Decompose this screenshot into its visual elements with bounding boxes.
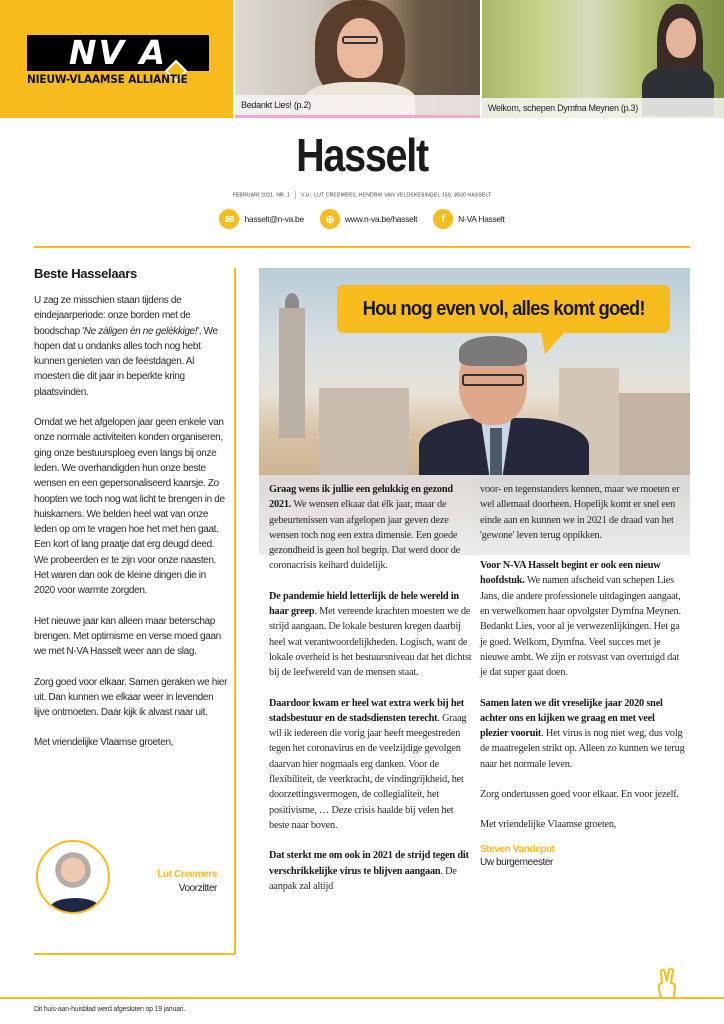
publisher-label: V.U.: LUT CREEMERS, HENDRIK VAN VELDEKESINGEL 150, 3500 HASSELT <box>301 192 492 199</box>
article-paragraph: Zorg ondertussen goed voor elkaar. En voor jezelf. <box>480 789 679 801</box>
signer-name: Lut Creemers <box>157 869 217 880</box>
contact-website-label[interactable]: www.n-va.be/hasselt <box>344 214 418 224</box>
nva-logo <box>27 35 209 71</box>
hero-photo-mayor <box>259 268 690 475</box>
article-paragraph: De pandemie hield letterlijk de hele wereld in haar greep. Met vereende krachten moesten we de strijd aangaan. De lokale besturen kregen daarbij heel wat verantwoordelijkheden. Logisch, want de lokale overheid is het bestuursniveau dat het dichtst bij de leefwereld van de mensen staat. <box>269 590 472 679</box>
mayor-role: Uw burgemeester <box>480 856 553 868</box>
issue-label: FEBRUARI 2021, NR. 1 <box>232 192 290 199</box>
chair-letter <box>34 266 229 766</box>
article-closing: Met vriendelijke Vlaamse groeten, <box>480 819 617 831</box>
victory-hand-icon <box>655 968 681 1000</box>
photo-caption-dymfna: Welkom, schepen Dymfna Meynen (p.3) <box>482 98 724 118</box>
letter-paragraph: U zag ze misschien staan tijdens de eindejaarperiode: onze borden met de boodschap 'Ne zàligen èn ne gelèkkige!'. We hopen dat u ondanks alles toch nog hebt kunnen genieten van de feestdagen. Al moesten die dit jaar in beperkte kring plaatsvinden. <box>34 295 218 398</box>
avatar-lut-creemers <box>36 840 110 914</box>
masthead-meta <box>0 191 724 199</box>
slogan: Ne zàligen èn ne gelèkkige! <box>83 325 198 337</box>
letter-heading: Beste Hasselaars <box>34 266 137 281</box>
quote-bubble-tail <box>541 332 565 354</box>
contact-email[interactable] <box>219 209 303 229</box>
contact-website[interactable] <box>320 209 417 229</box>
column-border-bottom <box>34 953 236 955</box>
footer-note: Dit huis-aan-huisblad werd afgesloten op 19 januari. <box>34 1006 186 1013</box>
photo-lies-jans[interactable] <box>235 0 480 118</box>
quote-bubble <box>337 285 670 333</box>
mail-icon: ✉ <box>219 209 239 229</box>
article-paragraph: Samen laten we dit vreselijke jaar 2020 snel achter ons en kijken we graag en met veel plezier vooruit. Het virus is nog niet weg, dus volg de maatregelen strikt op. Alleen zo kunnen we terug naar het normale leven. <box>480 697 685 770</box>
facebook-icon: f <box>433 209 453 229</box>
letter-paragraph: Zorg goed voor elkaar. Samen geraken we hier uit. Dan kunnen we elkaar weer in levenden lijve ontmoeten. Daar kijk ik alvast naar uit. <box>34 676 228 719</box>
letter-paragraph: Omdat we het afgelopen jaar geen enkele van onze normale activiteiten konden organiseren, ging onze bestuursploeg even langs bij onze leden. We overhandigden hun onze beste wensen en een gepersonaliseerd kaarsje. Zo hoopten we toch nog wat licht te brengen in de huiskamers. We belden heel wat van onze leden op om te vragen hoe het met hen gaat. Een kort of lang praatje dat erg deugd deed. We probeerden er te zijn voor onze naasten. Het waren dan ook de kleine dingen die in 2020 voor warmte zorgden. <box>34 417 225 597</box>
article-paragraph: voor- en tegenstanders kennen, maar we moeten er wel allemaal doorheen. Hopelijk komt er snel een einde aan en kunnen we in 2021 de draad van het 'gewone' leven terug oppikken. <box>480 484 680 541</box>
quote-text: Hou nog even vol, alles komt goed! <box>362 297 645 320</box>
article-column-2 <box>480 482 685 869</box>
letter-paragraph: Het nieuwe jaar kan alleen maar beterschap brengen. Met optimisme en verse moed gaan we met N-VA Hasselt weer aan de slag. <box>34 615 221 658</box>
nva-logo-block <box>0 0 233 118</box>
footer-divider <box>0 997 724 999</box>
page-title: Hasselt <box>296 129 428 181</box>
globe-icon: ⊕ <box>320 209 340 229</box>
article-column-1 <box>269 482 474 909</box>
chair-signature <box>34 840 229 950</box>
article-paragraph: Daardoor kwam er heel wat extra werk bij het stadsbestuur en de stadsdiensten terecht. Graag wil ik iedereen die vorig jaar heeft meegestreden tegen het coronavirus en de veelzijdige gevolgen daarvan hier nogmaals erg danken. Voor de flexibiliteit, de veerkracht, de vindingrijkheid, het doorzettingsvermogen, de collegialiteit, het positivisme, … Deze crisis haalde bij velen het beste naar boven. <box>269 697 467 831</box>
photo-caption-lies: Bedankt Lies! (p.2) <box>235 95 480 115</box>
contact-bar <box>0 209 724 229</box>
logo-wordmark: NV A <box>68 33 168 72</box>
article-paragraph: Voor N-VA Hasselt begint er ook een nieuw hoofdstuk. We namen afscheid van schepen Lies Jans, die andere professionele uitdagingen aangaat, en verwelkomen haar opvolgster Dymfna Meynen. Bedankt Lies, voor al je verwezenlijkingen. Het ga je goed. Welkom, Dymfna. Veel succes met je nieuwe ambt. We zijn er rotsvast van overtuigd dat je dat super gaat doen. <box>480 560 681 679</box>
meta-divider <box>295 191 296 199</box>
contact-email-label[interactable]: hasselt@n-va.be <box>244 214 304 224</box>
logo-subtitle: NIEUW-VLAAMSE ALLIANTIE <box>27 72 188 86</box>
article-paragraph: Graag wens ik jullie een gelukkig en gezond 2021. We wensen elkaar dat élk jaar, maar de gebeurtenissen van afgelopen jaar geven deze wensen toch nog een extra dimensie. Een goede gezondheid is geen hol begrip. Dat werd door de coronacrisis keihard duidelijk. <box>269 484 461 572</box>
contact-facebook[interactable] <box>433 209 504 229</box>
contact-facebook-label[interactable]: N-VA Hasselt <box>458 214 505 224</box>
article-paragraph: Dat sterkt me om ook in 2021 de strijd tegen dit verschrikkelijke virus te blijven aangaan. De aanpak zal altijd <box>269 850 469 892</box>
header-divider <box>34 246 690 248</box>
signer-role: Voorzitter <box>178 883 217 894</box>
letter-closing: Met vriendelijke Vlaamse groeten, <box>34 737 174 749</box>
mayor-name: Steven Vandeput <box>480 843 555 855</box>
photo-dymfna-meynen[interactable] <box>482 0 724 118</box>
column-border <box>234 268 236 954</box>
